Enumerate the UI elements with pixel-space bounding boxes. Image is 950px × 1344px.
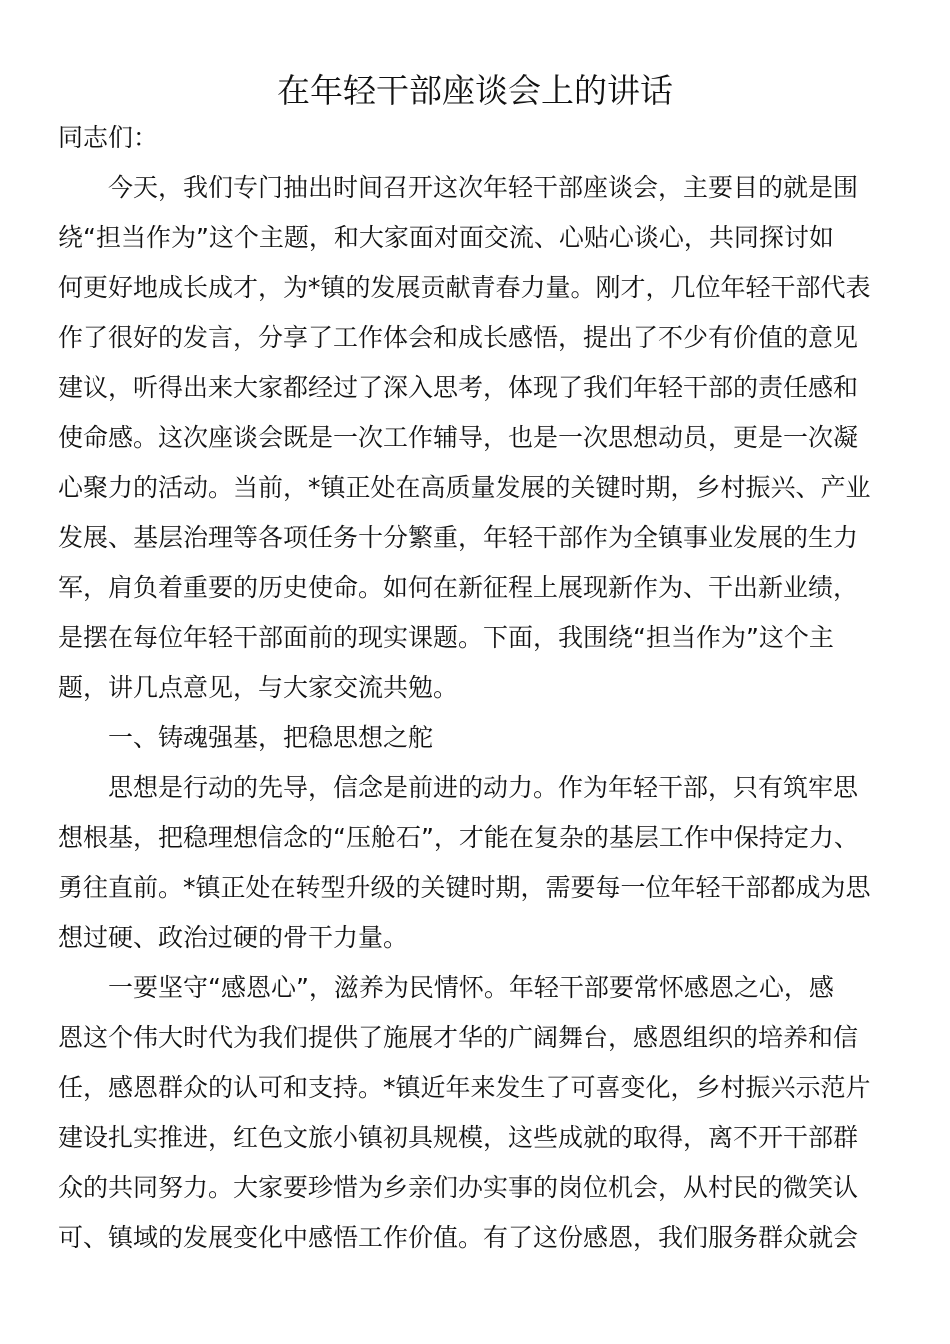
text-line: 众的共同努力。大家要珍惜为乡亲们办实事的岗位机会，从村民的微笑认: [58, 1173, 859, 1202]
paragraphs: [58, 163, 898, 1263]
text-line: 勇往直前。*镇正处在转型升级的关键时期，需要每一位年轻干部都成为思: [58, 873, 871, 902]
text-line: 任，感恩群众的认可和支持。*镇近年来发生了可喜变化，乡村振兴示范片: [58, 1073, 871, 1102]
text-line: 一要坚守“感恩心”，滋养为民情怀。年轻干部要常怀感恩之心，感: [108, 973, 834, 1002]
text-line: 今天，我们专门抽出时间召开这次年轻干部座谈会，主要目的就是围: [108, 173, 859, 202]
paragraph: [58, 763, 898, 963]
document-body: [58, 113, 898, 1263]
paragraph: [58, 963, 898, 1263]
text-line: 发展、基层治理等各项任务十分繁重，年轻干部作为全镇事业发展的生力: [58, 523, 859, 552]
text-line: 思想是行动的先导，信念是前进的动力。作为年轻干部，只有筑牢思: [108, 773, 859, 802]
text-line: 作了很好的发言，分享了工作体会和成长感悟，提出了不少有价值的意见: [58, 323, 859, 352]
text-line: 一、铸魂强基，把稳思想之舵: [108, 723, 434, 752]
text-line: 题，讲几点意见，与大家交流共勉。: [58, 673, 459, 702]
text-line: 可、镇域的发展变化中感悟工作价值。有了这份感恩，我们服务群众就会: [58, 1223, 859, 1252]
text-line: 心聚力的活动。当前，*镇正处在高质量发展的关键时期，乡村振兴、产业: [58, 473, 871, 502]
text-line: 恩这个伟大时代为我们提供了施展才华的广阔舞台，感恩组织的培养和信: [58, 1023, 859, 1052]
text-line: 是摆在每位年轻干部面前的现实课题。下面，我围绕“担当作为”这个主: [58, 623, 834, 652]
text-line: 建议，听得出来大家都经过了深入思考，体现了我们年轻干部的责任感和: [58, 373, 859, 402]
text-line: 军，肩负着重要的历史使命。如何在新征程上展现新作为、干出新业绩，: [58, 573, 859, 602]
text-line: 想根基，把稳理想信念的“压舱石”，才能在复杂的基层工作中保持定力、: [58, 823, 859, 852]
salutation: 同志们：: [58, 123, 159, 152]
section-heading: [58, 713, 898, 763]
text-line: 使命感。这次座谈会既是一次工作辅导，也是一次思想动员，更是一次凝: [58, 423, 859, 452]
paragraph: [58, 163, 898, 713]
text-line: 绕“担当作为”这个主题，和大家面对面交流、心贴心谈心，共同探讨如: [58, 223, 834, 252]
document-title: 在年轻干部座谈会上的讲话: [277, 71, 673, 110]
text-line: 想过硬、政治过硬的骨干力量。: [58, 923, 409, 952]
text-line: 建设扎实推进，红色文旅小镇初具规模，这些成就的取得，离不开干部群: [58, 1123, 859, 1152]
text-line: 何更好地成长成才，为*镇的发展贡献青春力量。刚才，几位年轻干部代表: [58, 273, 871, 302]
